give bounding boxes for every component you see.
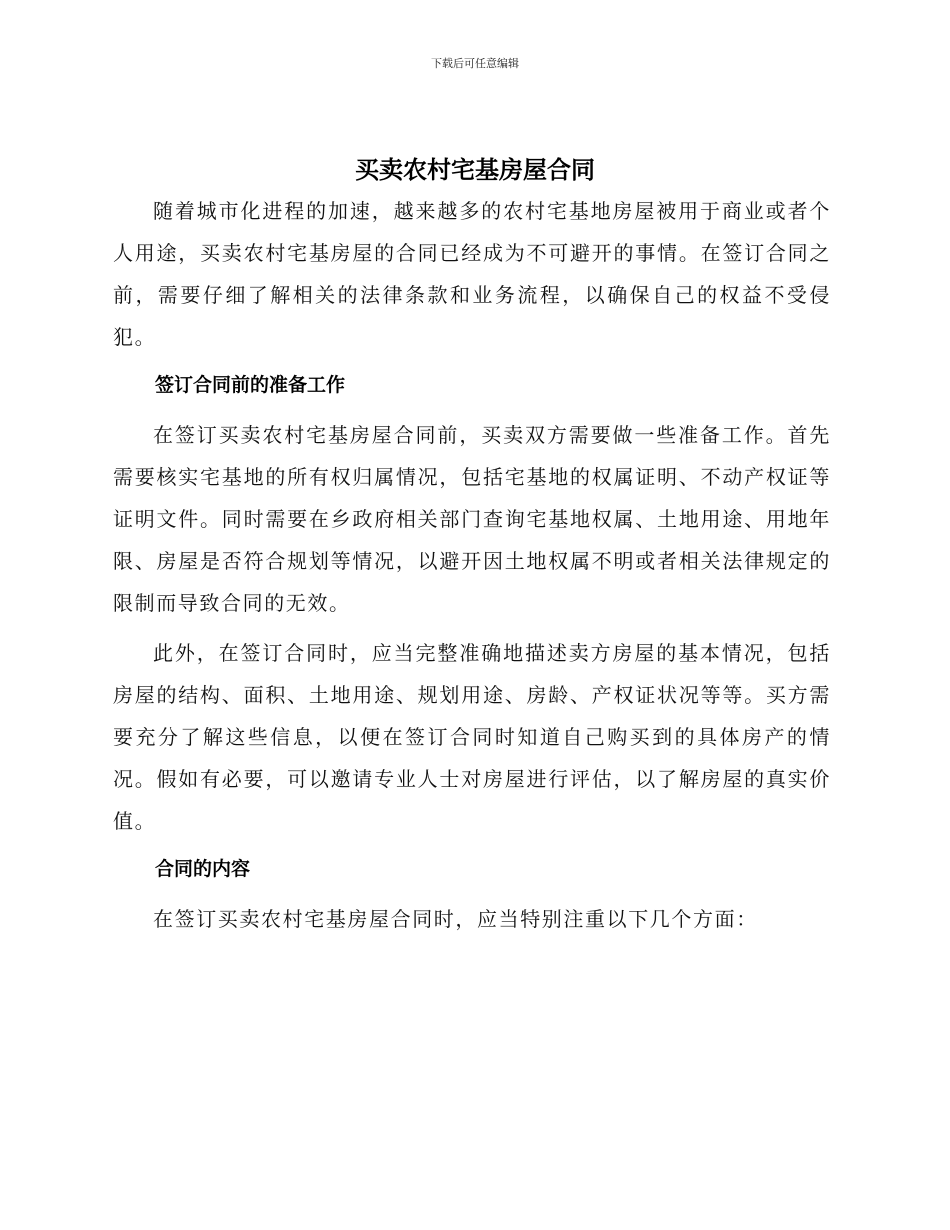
contract-content-intro: 在签订买卖农村宅基房屋合同时，应当特别注重以下几个方面： (153, 907, 758, 931)
section-heading-preparation: 签订合同前的准备工作 (155, 374, 346, 396)
header-note: 下载后可任意编辑 (431, 57, 519, 70)
document-title: 买卖农村宅基房屋合同 (355, 156, 595, 184)
section-heading-contract-content: 合同的内容 (155, 858, 251, 880)
preparation-paragraph-1: 在签订买卖农村宅基房屋合同前，买卖双方需要做一些准备工作。首先需要核实宅基地的所有权归属情况，包括宅基地的权属证明、不动产权证等证明文件。同时需要在乡政府相关部门查询宅基地权属、土地用途、用地年限、房屋是否符合规划等情况，以避开因土地权属不明或者相关法律规定的限制而导致合同的无效。 (113, 423, 831, 615)
intro-paragraph: 随着城市化进程的加速，越来越多的农村宅基地房屋被用于商业或者个人用途，买卖农村宅基房屋的合同已经成为不可避开的事情。在签订合同之前，需要仔细了解相关的法律条款和业务流程，以确保自己的权益不受侵犯。 (113, 199, 831, 349)
preparation-paragraph-2: 此外，在签订合同时，应当完整准确地描述卖方房屋的基本情况，包括房屋的结构、面积、土地用途、规划用途、房龄、产权证状况等等。买方需要充分了解这些信息，以便在签订合同时知道自己购买到的具体房产的情况。假如有必要，可以邀请专业人士对房屋进行评估，以了解房屋的真实价值。 (113, 641, 831, 833)
document-body (113, 190, 831, 940)
